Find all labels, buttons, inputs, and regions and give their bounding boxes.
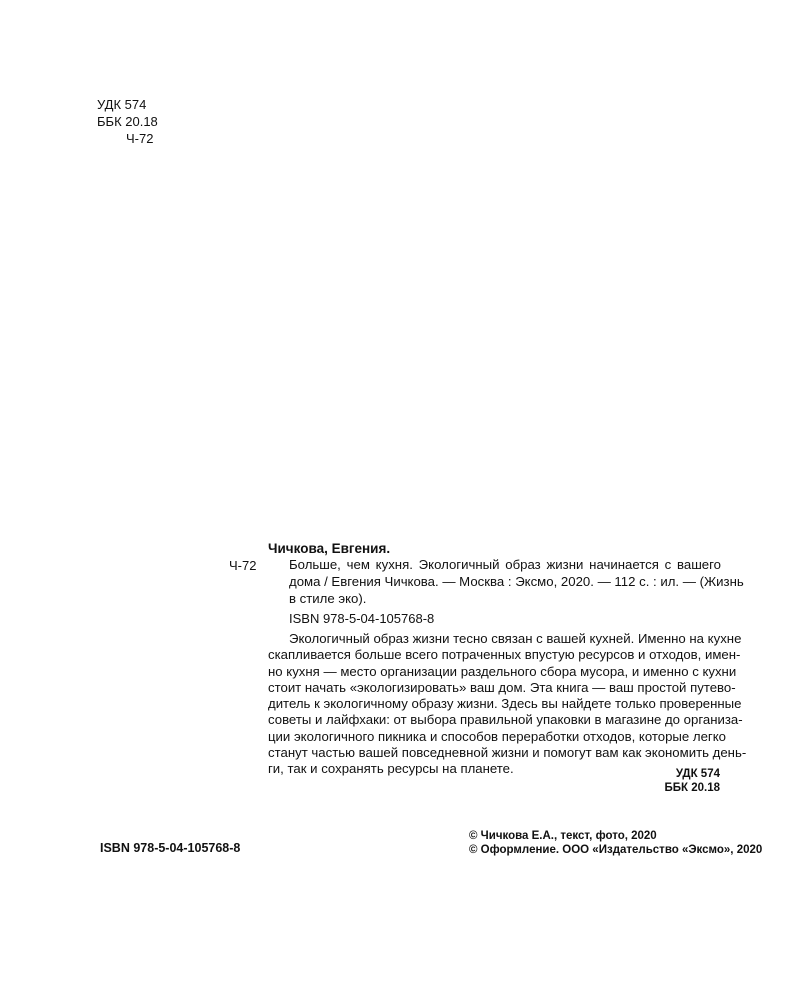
abstract-line: Экологичный образ жизни тесно связан с вашей кухней. Именно на кухне bbox=[289, 631, 742, 646]
abstract-line: советы и лайфхаки: от выбора правильной упаковки в магазине до организа- bbox=[268, 712, 743, 728]
record-isbn: ISBN 978-5-04-105768-8 bbox=[289, 611, 435, 626]
author-mark: Ч-72 bbox=[126, 131, 154, 146]
top-classification bbox=[97, 96, 158, 147]
abstract-line: стоит начать «экологизировать» ваш дом. Эта книга — ваш простой путево- bbox=[268, 679, 736, 695]
description-line: Больше, чем кухня. Экологичный образ жизни начинается с вашего bbox=[289, 557, 721, 572]
copyright-design: © Оформление. ООО «Издательство «Эксмо», 2020 bbox=[469, 844, 763, 856]
abstract bbox=[268, 631, 747, 778]
abstract-line: ги, так и сохранять ресурсы на планете. bbox=[268, 761, 514, 777]
abstract-line: ции экологичного пикника и способов переработки отходов, которые легко bbox=[268, 728, 726, 744]
udk-code: УДК 574 bbox=[97, 97, 147, 112]
abstract-line: скапливается больше всего потраченных впустую ресурсов и отходов, имен- bbox=[268, 647, 741, 663]
record-author: Чичкова, Евгения. bbox=[268, 541, 391, 556]
abstract-line: но кухня — место организации раздельного сбора мусора, и именно с кухни bbox=[268, 663, 737, 679]
abstract-line: станут частью вашей повседневной жизни и помогут вам как экономить день- bbox=[268, 745, 747, 761]
record-author-mark: Ч-72 bbox=[229, 558, 257, 573]
copyright-text: © Чичкова Е.А., текст, фото, 2020 bbox=[469, 830, 657, 842]
bottom-udk-code: УДК 574 bbox=[675, 768, 720, 780]
description-line: в стиле эко). bbox=[289, 591, 367, 606]
bottom-bbk-code: ББК 20.18 bbox=[664, 782, 720, 794]
bbk-code: ББК 20.18 bbox=[97, 114, 158, 129]
description-line: дома / Евгения Чичкова. — Москва : Эксмо, 2020. — 112 с. : ил. — (Жизнь bbox=[289, 574, 744, 589]
footer-isbn: ISBN 978-5-04-105768-8 bbox=[100, 841, 241, 855]
bottom-classification bbox=[664, 767, 720, 795]
abstract-line: дитель к экологичному образу жизни. Здесь вы найдете только проверенные bbox=[268, 696, 742, 712]
bibliographic-description bbox=[289, 556, 744, 607]
copyright-block bbox=[469, 829, 762, 857]
